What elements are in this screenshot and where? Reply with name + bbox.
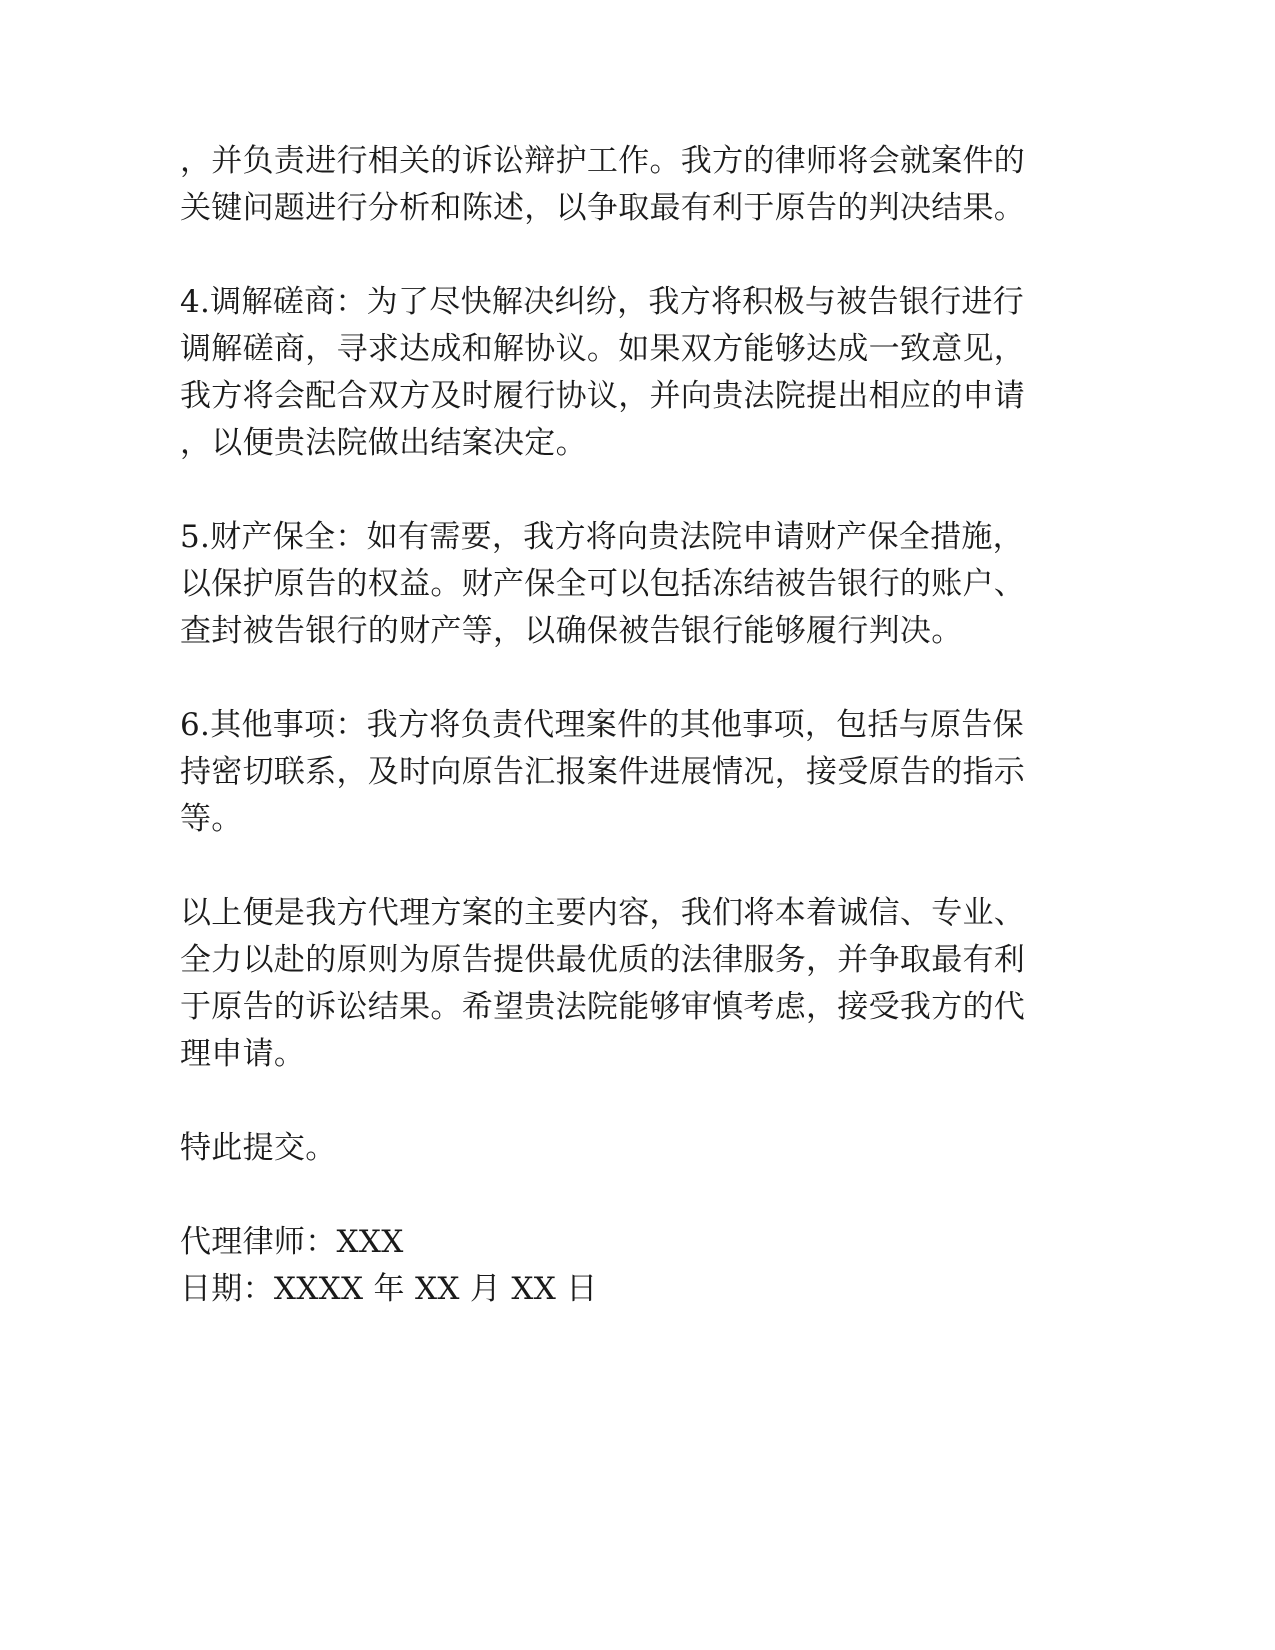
text-line: 调解磋商，寻求达成和解协议。如果双方能够达成一致意见， (180, 331, 1026, 367)
paragraph-summary (180, 890, 1040, 1078)
text-line: 于原告的诉讼结果。希望贵法院能够审慎考虑，接受我方的代 (180, 989, 1026, 1025)
signature-date: 日期：XXXX 年 XX 月 XX 日 (180, 1271, 598, 1307)
text-line: ，以便贵法院做出结案决定。 (180, 425, 587, 461)
text-line: ，并负责进行相关的诉讼辩护工作。我方的律师将会就案件的 (180, 143, 1026, 179)
document-body (180, 138, 1040, 1313)
signature-block (180, 1219, 1040, 1313)
text-line: 6.其他事项：我方将负责代理案件的其他事项，包括与原告保 (180, 707, 1024, 743)
text-line: 以保护原告的权益。财产保全可以包括冻结被告银行的账户、 (180, 566, 1026, 602)
text-line: 理申请。 (180, 1036, 306, 1072)
paragraph-litigation-defense (180, 138, 1040, 232)
closing-statement: 特此提交。 (180, 1130, 337, 1166)
signature-lawyer: 代理律师：XXX (180, 1224, 404, 1260)
text-line: 等。 (180, 801, 243, 837)
text-line: 我方将会配合双方及时履行协议，并向贵法院提出相应的申请 (180, 378, 1026, 414)
text-line: 4.调解磋商：为了尽快解决纠纷，我方将积极与被告银行进行 (180, 284, 1024, 320)
paragraph-mediation (180, 279, 1040, 467)
text-line: 持密切联系，及时向原告汇报案件进展情况，接受原告的指示 (180, 754, 1026, 790)
text-line: 以上便是我方代理方案的主要内容，我们将本着诚信、专业、 (180, 895, 1026, 931)
paragraph-other-matters (180, 702, 1040, 843)
text-line: 查封被告银行的财产等，以确保被告银行能够履行判决。 (180, 613, 963, 649)
text-line: 关键问题进行分析和陈述，以争取最有利于原告的判决结果。 (180, 190, 1026, 226)
text-line: 全力以赴的原则为原告提供最优质的法律服务，并争取最有利 (180, 942, 1026, 978)
text-line: 5.财产保全：如有需要，我方将向贵法院申请财产保全措施， (180, 519, 1024, 555)
paragraph-property-preservation (180, 514, 1040, 655)
